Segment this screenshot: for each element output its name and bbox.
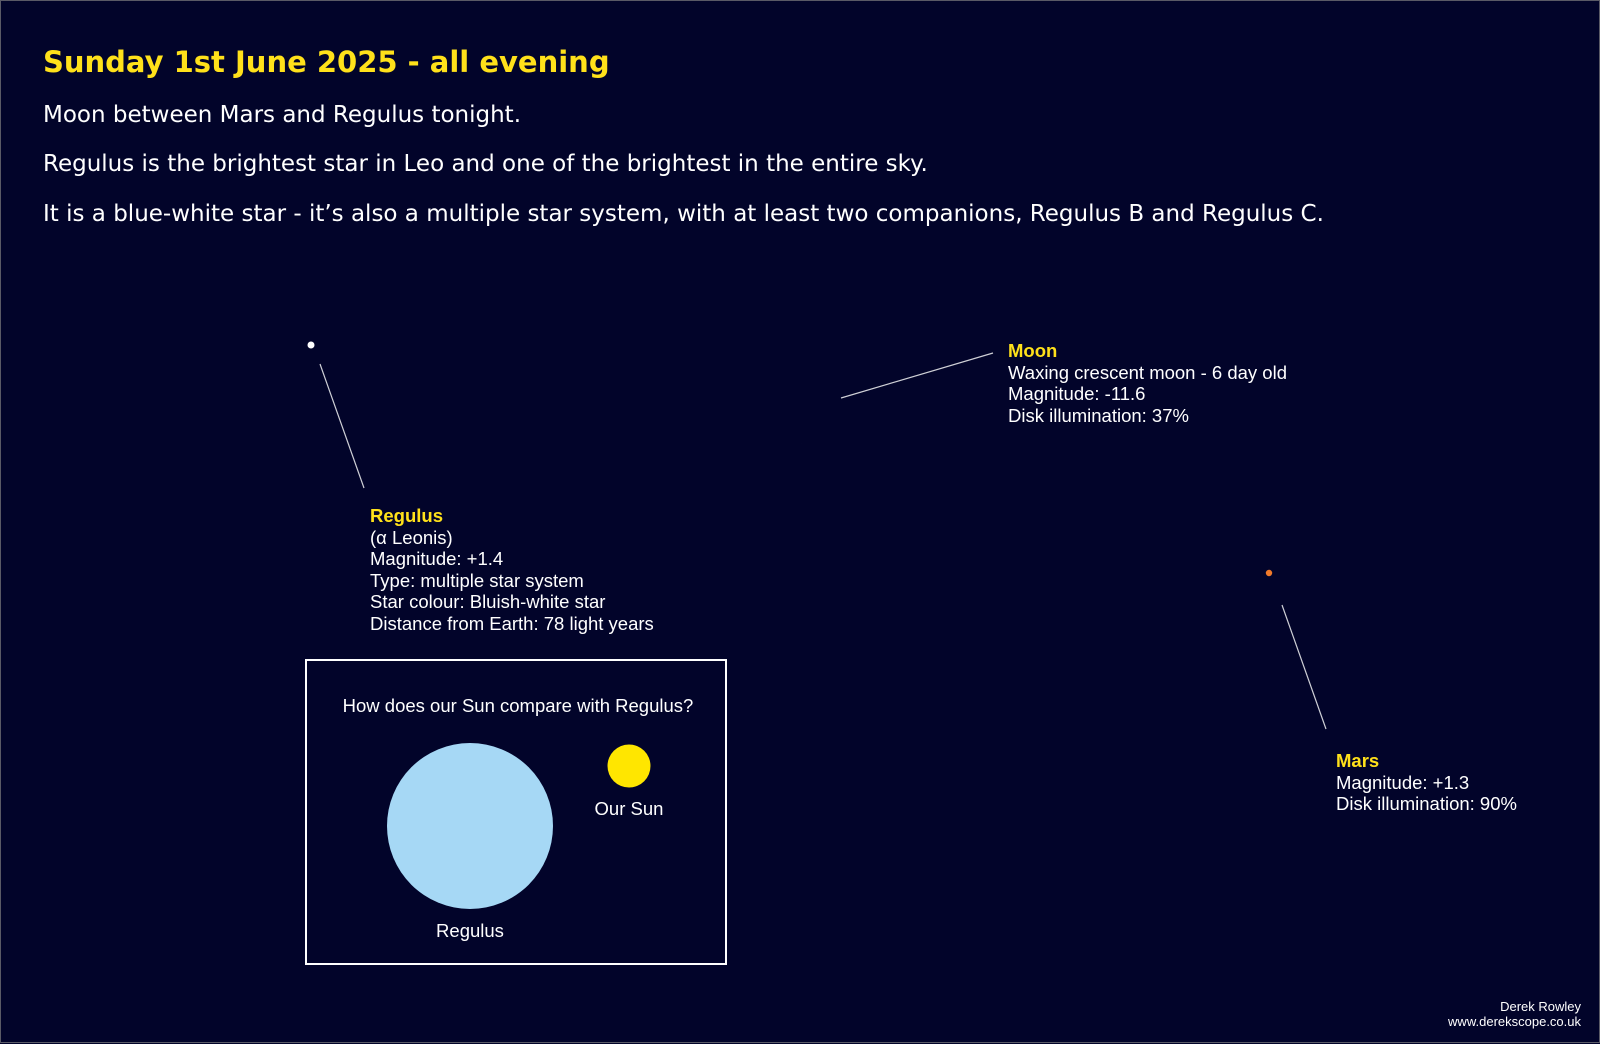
credit-website: www.derekscope.co.uk [1448,1014,1581,1029]
moon-crescent [744,383,807,465]
credit [1448,999,1581,1029]
sky-graphics [1,1,1600,1044]
moon-magnitude: Magnitude: -11.6 [1008,383,1146,405]
regulus-label [370,505,654,635]
mars-dot [1266,570,1272,576]
regulus-designation: (α Leonis) [370,526,453,548]
comparison-question: How does our Sun compare with Regulus? [342,695,694,716]
regulus-magnitude: Magnitude: +1.4 [370,548,504,570]
intro-line-3: It is a blue-white star - it’s also a multiple star system, with at least two companions, Regulus B and Regulus C. [43,201,1324,227]
mars-name: Mars [1336,750,1380,771]
regulus-caption: Regulus [436,920,504,941]
moon-phase: Waxing crescent moon - 6 day old [1008,361,1287,383]
page-title: Sunday 1st June 2025 - all evening [43,45,610,79]
regulus-name: Regulus [370,505,443,526]
regulus-distance: Distance from Earth: 78 light years [370,612,654,634]
moon-name: Moon [1008,340,1058,361]
intro-line-1: Moon between Mars and Regulus tonight. [43,102,522,128]
mars-magnitude: Magnitude: +1.3 [1336,771,1470,793]
mars-illumination: Disk illumination: 90% [1336,793,1517,815]
size-comparison-box [305,659,727,965]
moon-pointer-line [841,353,993,398]
regulus-star [308,342,315,349]
regulus-pointer-line [320,364,364,488]
regulus-colour: Star colour: Bluish-white star [370,591,606,613]
mars-label [1336,750,1517,815]
regulus-type: Type: multiple star system [370,569,584,591]
moon-illumination: Disk illumination: 37% [1008,404,1189,426]
credit-author: Derek Rowley [1500,999,1581,1014]
mars-pointer-line [1282,605,1326,729]
moon-label [1008,340,1287,426]
sun-caption: Our Sun [594,798,664,819]
intro-line-2: Regulus is the brightest star in Leo and one of the brightest in the entire sky. [43,151,928,177]
